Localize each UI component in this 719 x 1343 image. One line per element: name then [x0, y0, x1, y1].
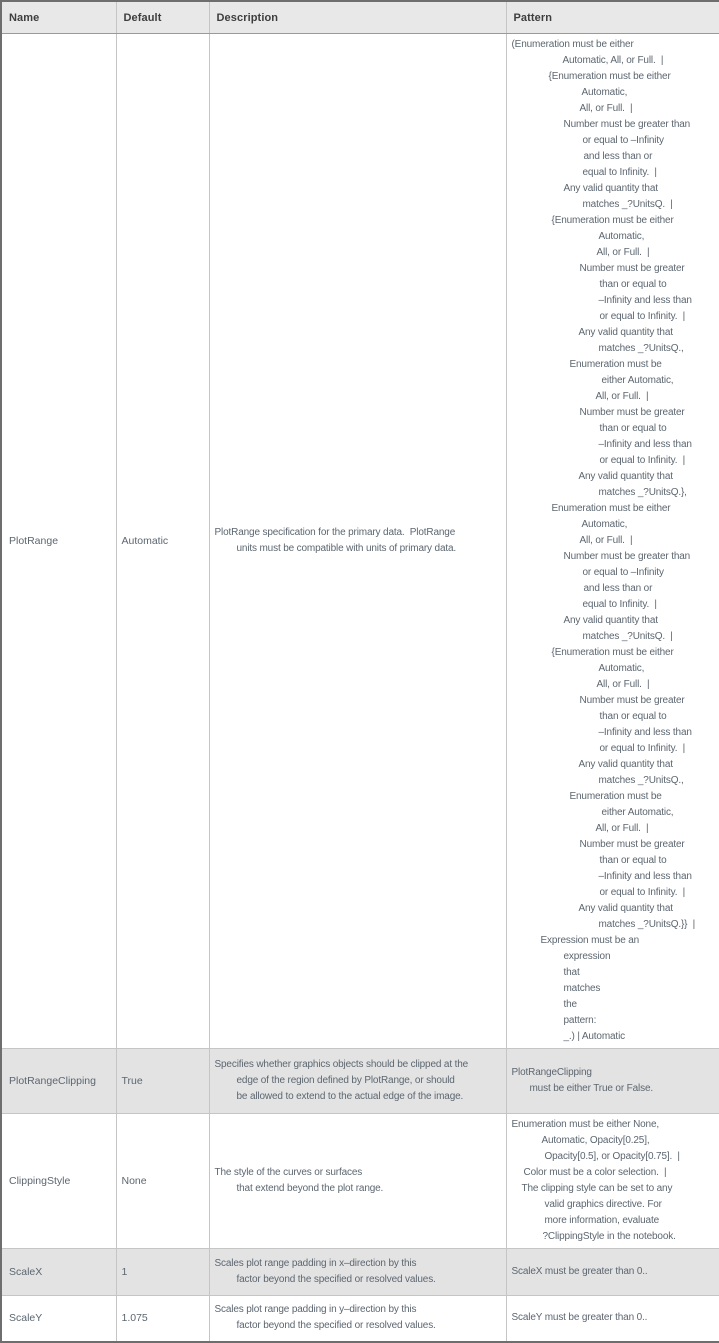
description-line: edge of the region defined by PlotRange, or should [236, 1075, 455, 1086]
pattern-line: {Enumeration must be either [551, 215, 674, 226]
pattern-line: either Automatic, [601, 375, 674, 386]
pattern-line: (Enumeration must be either [511, 39, 634, 50]
pattern-line: Automatic, [581, 87, 628, 98]
pattern-line: or equal to Infinity. | [599, 743, 686, 754]
pattern-line: Any valid quantity that [578, 903, 673, 914]
pattern-line: All, or Full. | [579, 103, 633, 114]
pattern-line: Number must be greater [579, 263, 685, 274]
option-name: ScaleX [1, 1249, 116, 1296]
pattern-line: Any valid quantity that [578, 471, 673, 482]
option-name: PlotRangeClipping [1, 1049, 116, 1114]
option-description [209, 1296, 506, 1342]
pattern-line: All, or Full. | [595, 391, 649, 402]
pattern-line: Number must be greater [579, 695, 685, 706]
pattern-line: Color must be a color selection. | [523, 1167, 667, 1178]
pattern-line: PlotRangeClipping [511, 1067, 592, 1078]
header-row [1, 1, 719, 34]
pattern-line: {Enumeration must be either [551, 647, 674, 658]
option-name: ScaleY [1, 1296, 116, 1342]
table-header [1, 1, 719, 34]
option-pattern [506, 1249, 719, 1296]
pattern-line: matches [563, 983, 601, 994]
option-default: 1.075 [116, 1296, 209, 1342]
option-pattern [506, 34, 719, 1049]
pattern-line: Number must be greater [579, 407, 685, 418]
column-header-pattern: Pattern [506, 1, 719, 34]
pattern-line: Opacity[0.5], or Opacity[0.75]. | [544, 1151, 680, 1162]
table-row [1, 34, 719, 1049]
description-line: Scales plot range padding in x–direction by this [214, 1258, 417, 1269]
option-pattern [506, 1114, 719, 1249]
pattern-line: than or equal to [599, 711, 667, 722]
pattern-line: or equal to Infinity. | [599, 455, 686, 466]
pattern-line: or equal to Infinity. | [599, 311, 686, 322]
pattern-line: Number must be greater than [563, 119, 691, 130]
column-header-name: Name [1, 1, 116, 34]
option-default: None [116, 1114, 209, 1249]
pattern-line: ?ClippingStyle in the notebook. [542, 1231, 676, 1242]
pattern-line: matches _?UnitsQ. | [582, 199, 673, 210]
pattern-line: matches _?UnitsQ. | [582, 631, 673, 642]
pattern-line: matches _?UnitsQ.}} | [598, 919, 696, 930]
pattern-line: the [563, 999, 577, 1010]
option-description [209, 1114, 506, 1249]
option-default: Automatic [116, 34, 209, 1049]
pattern-line: –Infinity and less than [598, 871, 692, 882]
option-default: 1 [116, 1249, 209, 1296]
pattern-line: –Infinity and less than [598, 295, 692, 306]
pattern-line: All, or Full. | [579, 535, 633, 546]
pattern-line: than or equal to [599, 423, 667, 434]
option-pattern [506, 1049, 719, 1114]
pattern-line: Any valid quantity that [578, 759, 673, 770]
pattern-line: Expression must be an [540, 935, 640, 946]
option-description [209, 34, 506, 1049]
description-line: that extend beyond the plot range. [236, 1183, 384, 1194]
description-line: factor beyond the specified or resolved values. [236, 1320, 436, 1332]
pattern-line: Any valid quantity that [578, 327, 673, 338]
pattern-line: either Automatic, [601, 807, 674, 818]
pattern-line: matches _?UnitsQ., [598, 343, 684, 354]
option-name: ClippingStyle [1, 1114, 116, 1249]
pattern-line: must be either True or False. [529, 1083, 653, 1094]
pattern-line: Automatic, [598, 663, 645, 674]
pattern-line: that [563, 967, 580, 978]
column-header-description: Description [209, 1, 506, 34]
pattern-line: or equal to –Infinity [582, 567, 664, 578]
table-row [1, 1114, 719, 1249]
pattern-line: –Infinity and less than [598, 439, 692, 450]
table-row [1, 1249, 719, 1296]
option-name: PlotRange [1, 34, 116, 1049]
table-row [1, 1049, 719, 1114]
description-line: units must be compatible with units of primary data. [236, 543, 457, 554]
pattern-line: The clipping style can be set to any [521, 1183, 673, 1194]
table-body [1, 34, 719, 1342]
pattern-line: All, or Full. | [595, 823, 649, 834]
description-line: The style of the curves or surfaces [214, 1167, 363, 1178]
description-line: factor beyond the specified or resolved values. [236, 1274, 436, 1285]
pattern-line: and less than or [583, 151, 653, 162]
pattern-line: _.) | Automatic [563, 1031, 625, 1042]
pattern-line: than or equal to [599, 855, 667, 866]
pattern-line: Number must be greater [579, 839, 685, 850]
column-header-default: Default [116, 1, 209, 34]
pattern-line: Automatic, [598, 231, 645, 242]
pattern-line: Enumeration must be [569, 359, 662, 370]
pattern-line: ScaleY must be greater than 0.. [511, 1312, 648, 1324]
option-description [209, 1049, 506, 1114]
pattern-line: matches _?UnitsQ.}, [598, 487, 687, 498]
pattern-line: or equal to –Infinity [582, 135, 664, 146]
pattern-line: equal to Infinity. | [582, 167, 657, 178]
pattern-line: All, or Full. | [596, 679, 650, 690]
option-default: True [116, 1049, 209, 1114]
pattern-line: than or equal to [599, 279, 667, 290]
pattern-line: equal to Infinity. | [582, 599, 657, 610]
pattern-line: –Infinity and less than [598, 727, 692, 738]
pattern-line: ScaleX must be greater than 0.. [511, 1266, 648, 1277]
pattern-line: or equal to Infinity. | [599, 887, 686, 898]
description-line: Specifies whether graphics objects should be clipped at the [214, 1059, 469, 1070]
pattern-line: Automatic, All, or Full. | [562, 55, 664, 66]
pattern-line: All, or Full. | [596, 247, 650, 258]
pattern-line: Automatic, Opacity[0.25], [541, 1135, 650, 1146]
description-line: be allowed to extend to the actual edge of the image. [236, 1091, 464, 1102]
pattern-line: Number must be greater than [563, 551, 691, 562]
pattern-line: Automatic, [581, 519, 628, 530]
table-row [1, 1296, 719, 1342]
pattern-line: more information, evaluate [544, 1215, 659, 1226]
pattern-line: Any valid quantity that [563, 615, 658, 626]
pattern-line: Enumeration must be either None, [511, 1119, 660, 1130]
pattern-line: valid graphics directive. For [544, 1199, 662, 1210]
pattern-line: and less than or [583, 583, 653, 594]
description-line: Scales plot range padding in y–direction by this [214, 1304, 417, 1316]
pattern-line: expression [563, 951, 611, 962]
pattern-line: Enumeration must be either [551, 503, 671, 514]
pattern-line: {Enumeration must be either [548, 71, 671, 82]
pattern-line: Enumeration must be [569, 791, 662, 802]
pattern-line: Any valid quantity that [563, 183, 658, 194]
description-line: PlotRange specification for the primary data. PlotRange [214, 527, 456, 538]
option-description [209, 1249, 506, 1296]
option-pattern [506, 1296, 719, 1342]
pattern-line: matches _?UnitsQ., [598, 775, 684, 786]
pattern-line: pattern: [563, 1015, 597, 1026]
